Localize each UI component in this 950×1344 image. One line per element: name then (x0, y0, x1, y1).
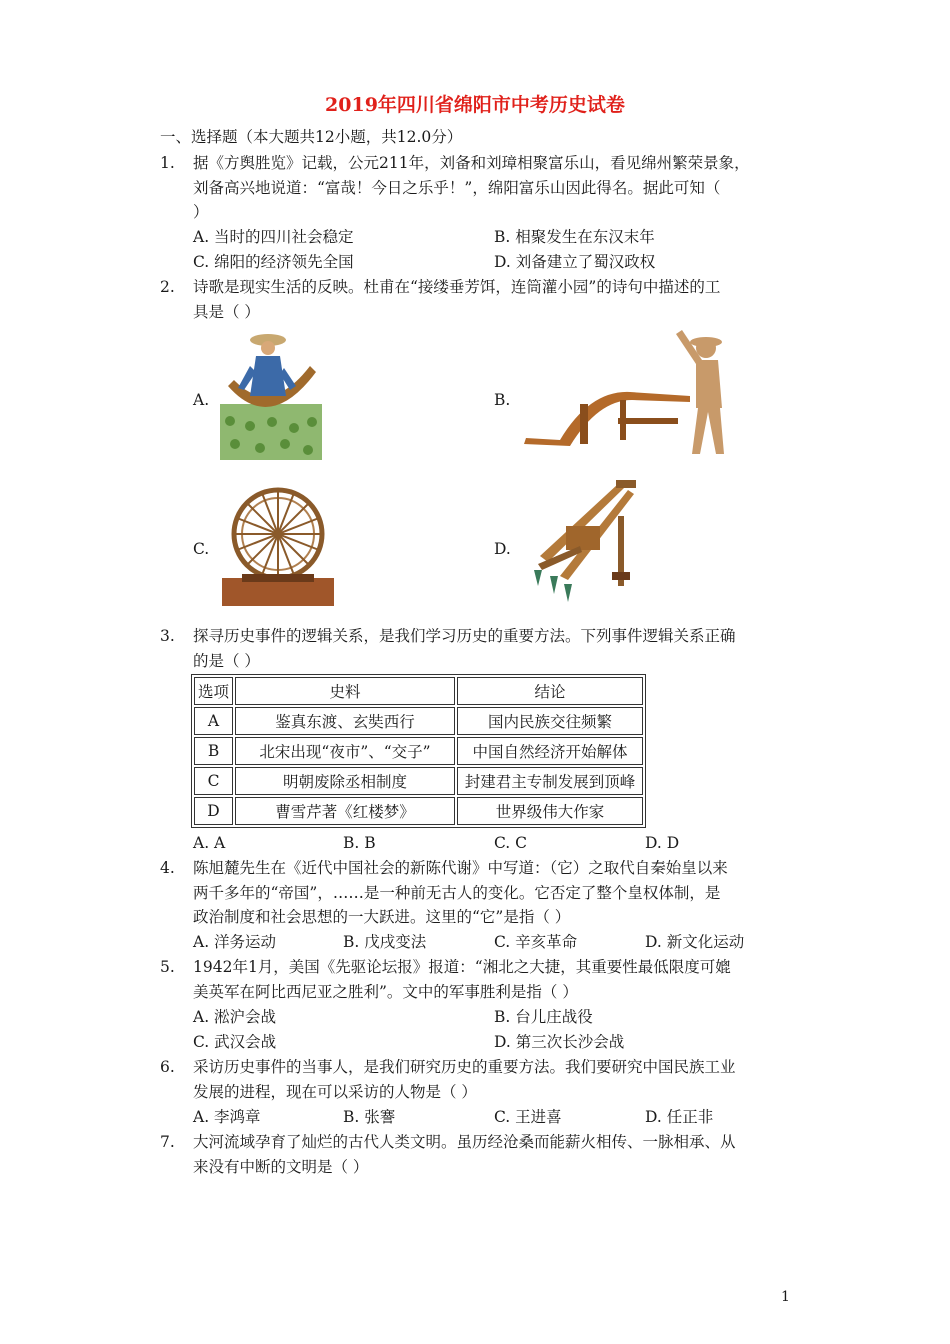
question-number: 1. (160, 154, 175, 172)
question-number: 4. (160, 859, 175, 877)
table-header: 史料 (235, 677, 455, 705)
table-cell: C (194, 767, 233, 795)
question-text: 诗歌是现实生活的反映。杜甫在“接缕垂芳饵，连筒灌小园”的诗句中描述的工 (193, 278, 721, 296)
question-text: 政治制度和社会思想的一大跃进。这里的“它”是指（ ） (193, 908, 571, 926)
question-text: 探寻历史事件的逻辑关系，是我们学习历史的重要方法。下列事件逻辑关系正确 (193, 627, 736, 645)
table-cell: 北宋出现“夜市”、“交子” (235, 737, 455, 765)
table-cell: 曹雪芹著《红楼梦》 (235, 797, 455, 825)
table-row (194, 767, 643, 795)
question-text: 据《方舆胜览》记载，公元211年，刘备和刘璋相聚富乐山，看见绵州繁荣景象， (193, 154, 750, 172)
table-row (194, 707, 643, 735)
option-a: A. A (193, 834, 226, 852)
option-c: C. 辛亥革命 (494, 933, 578, 951)
option-d: D. 新文化运动 (645, 933, 745, 951)
question-text: 发展的进程，现在可以采访的人物是（ ） (193, 1083, 477, 1101)
plough-illustration-b (520, 330, 742, 462)
option-a: A. 淞沪会战 (193, 1008, 277, 1026)
section-heading: 一、选择题（本大题共12小题，共12.0分） (160, 128, 463, 146)
option-c: C. 武汉会战 (193, 1033, 277, 1051)
table-header: 结论 (457, 677, 643, 705)
option-b: B. 张謇 (343, 1108, 396, 1126)
option-b: B. (494, 391, 511, 409)
table-header-row (194, 677, 643, 705)
table-row (194, 737, 643, 765)
option-c: C. 绵阳的经济领先全国 (193, 253, 354, 271)
table-cell: B (194, 737, 233, 765)
table-cell: A (194, 707, 233, 735)
question-text: 的是（ ） (193, 652, 260, 670)
option-a: A. 李鸿章 (193, 1108, 261, 1126)
farmer-tool-illustration-a (220, 326, 322, 460)
waterwheel-illustration-c (222, 482, 334, 606)
table-header: 选项 (194, 677, 233, 705)
option-d: D. 第三次长沙会战 (494, 1033, 625, 1051)
question-number: 2. (160, 278, 175, 296)
table-row (194, 797, 643, 825)
option-c: C. 王进喜 (494, 1108, 562, 1126)
question-text: 两千多年的“帝国”，……是一种前无古人的变化。它否定了整个皇权体制，是 (193, 884, 721, 902)
option-d: D. D (645, 834, 680, 852)
question-text: ） (193, 203, 209, 221)
table-cell: 国内民族交往频繁 (457, 707, 643, 735)
table-cell: 中国自然经济开始解体 (457, 737, 643, 765)
page-number: 1 (781, 1289, 790, 1305)
option-d: D. 任正非 (645, 1108, 714, 1126)
table-cell: 鉴真东渡、玄奘西行 (235, 707, 455, 735)
option-c: C. C (494, 834, 528, 852)
question-text: 具是（ ） (193, 303, 260, 321)
table-cell: 世界级伟大作家 (457, 797, 643, 825)
question-number: 7. (160, 1133, 175, 1151)
question-text: 陈旭麓先生在《近代中国社会的新陈代谢》中写道：（它）之取代自秦始皇以来 (193, 859, 728, 877)
question-number: 5. (160, 958, 175, 976)
option-c: C. (193, 540, 210, 558)
question-text: 1942年1月，美国《先驱论坛报》报道：“湘北之大捷，其重要性最低限度可媲 (193, 958, 731, 976)
table-cell: 封建君主专制发展到顶峰 (457, 767, 643, 795)
page-title: 2019年四川省绵阳市中考历史试卷 (325, 94, 625, 116)
option-d: D. (494, 540, 511, 558)
table-cell: D (194, 797, 233, 825)
table-cell: 明朝废除丞相制度 (235, 767, 455, 795)
option-a: A. 洋务运动 (193, 933, 277, 951)
option-b: B. 戊戌变法 (343, 933, 427, 951)
question-number: 3. (160, 627, 175, 645)
option-d: D. 刘备建立了蜀汉政权 (494, 253, 656, 271)
option-a: A. (193, 391, 210, 409)
events-table (191, 674, 646, 828)
option-b: B. B (343, 834, 376, 852)
question-text: 采访历史事件的当事人，是我们研究历史的重要方法。我们要研究中国民族工业 (193, 1058, 736, 1076)
option-b: B. 台儿庄战役 (494, 1008, 593, 1026)
question-text: 大河流域孕育了灿烂的古代人类文明。虽历经沧桑而能薪火相传、一脉相承、从 (193, 1133, 736, 1151)
seed-drill-illustration-d (520, 476, 642, 608)
option-a: A. 当时的四川社会稳定 (193, 228, 354, 246)
question-text: 美英军在阿比西尼亚之胜利”。文中的军事胜利是指（ ） (193, 983, 578, 1001)
question-text: 刘备高兴地说道：“富哉！今日之乐乎！”，绵阳富乐山因此得名。据此可知（ (193, 179, 721, 197)
option-b: B. 相聚发生在东汉末年 (494, 228, 655, 246)
question-number: 6. (160, 1058, 175, 1076)
question-text: 来没有中断的文明是（ ） (193, 1158, 369, 1176)
